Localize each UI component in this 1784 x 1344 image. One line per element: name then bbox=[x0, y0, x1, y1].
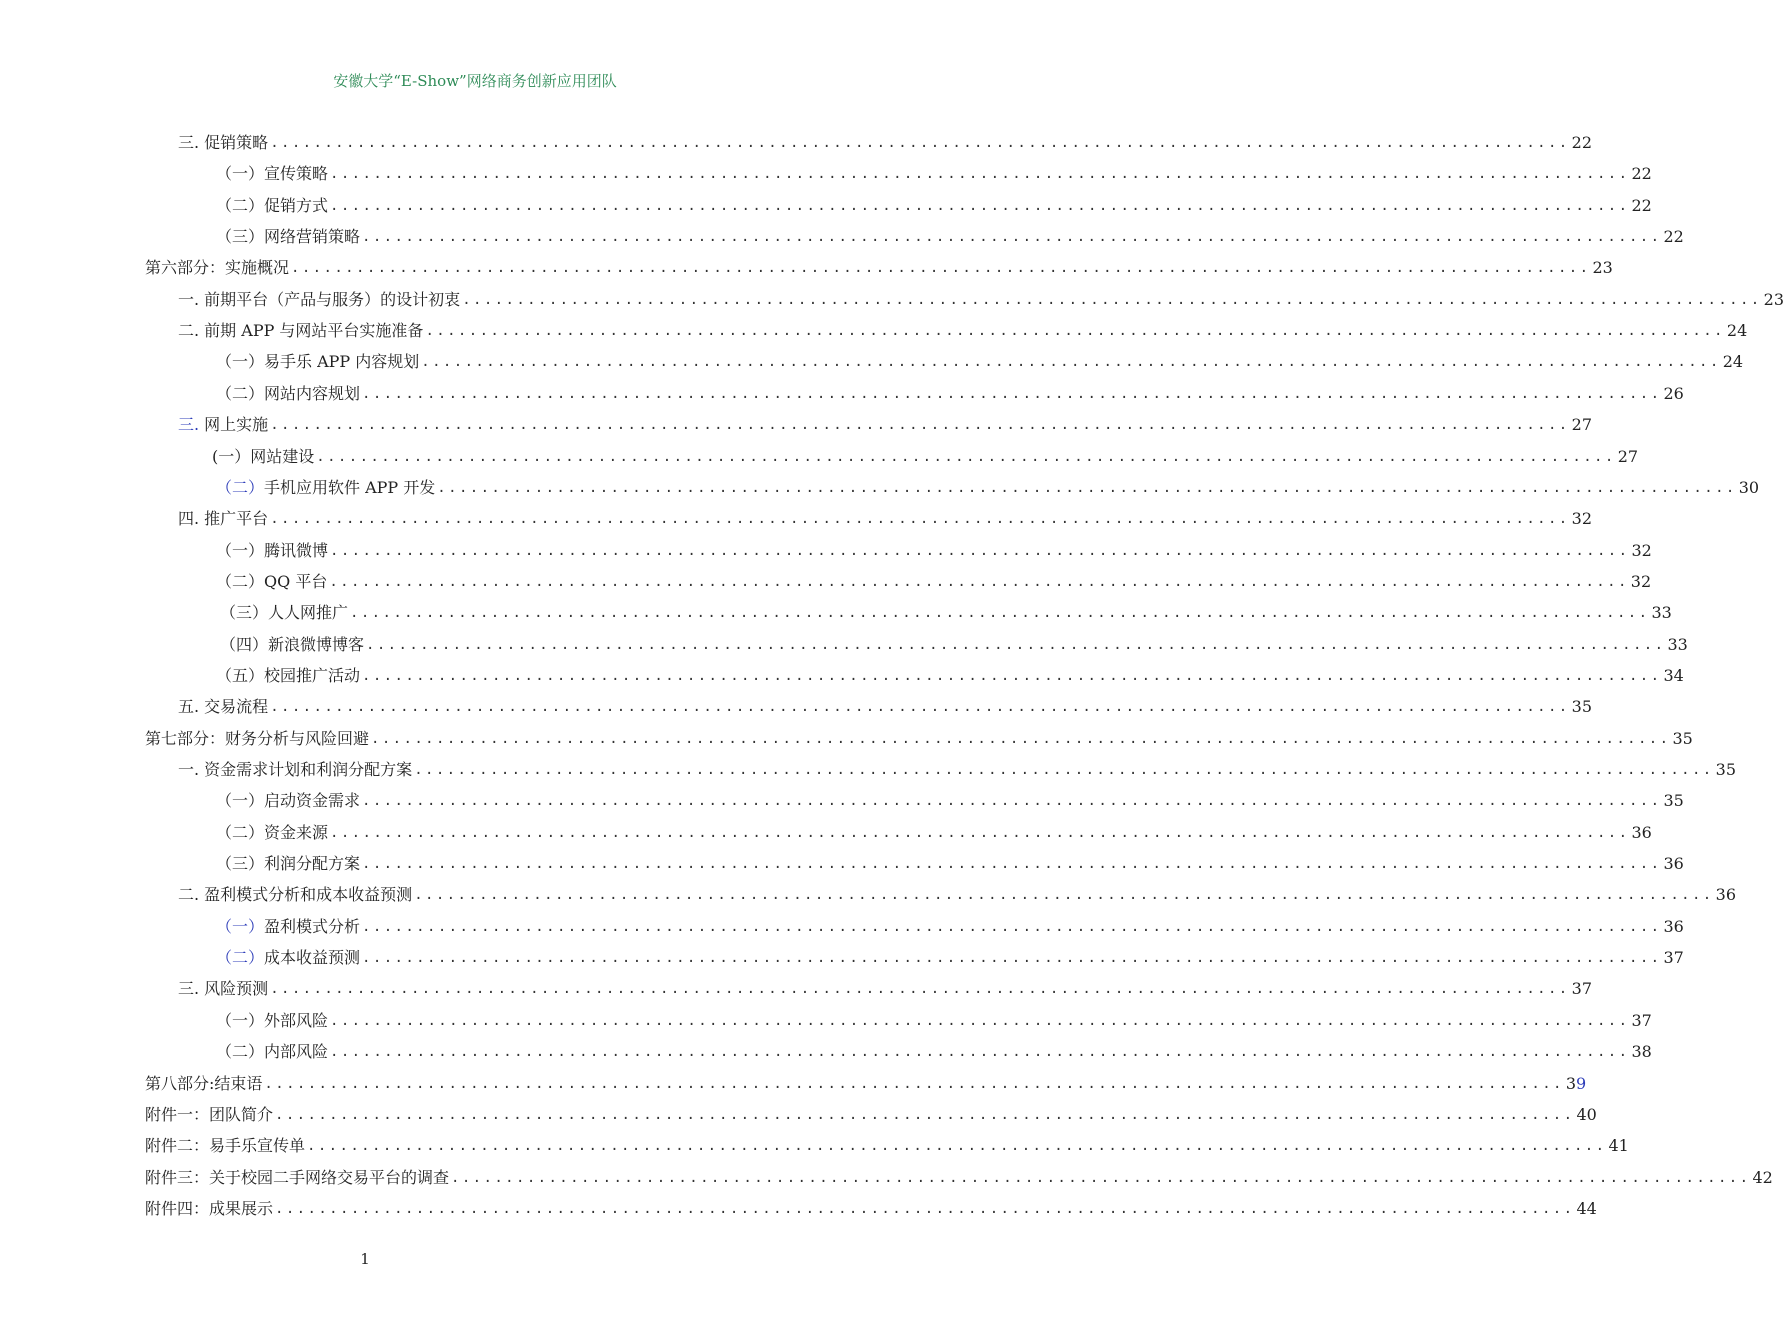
toc-leader-dots: ........................................................................................................................ bbox=[329, 573, 1629, 590]
toc-leader-dots: ........................................................................................................................ bbox=[362, 856, 1662, 873]
toc-leader-dots: ........................................................................................................................ bbox=[437, 479, 1737, 496]
toc-entry-text: 第七部分：财务分析与风险回避 bbox=[145, 728, 370, 748]
toc-entry-prefix: 三. bbox=[178, 415, 200, 435]
toc-entry-page: 32 bbox=[1630, 571, 1652, 591]
toc-entry[interactable] bbox=[178, 124, 1592, 154]
toc-entry[interactable] bbox=[216, 218, 1684, 248]
toc-entry-title bbox=[145, 1104, 273, 1126]
toc-entry[interactable] bbox=[220, 594, 1672, 624]
toc-entry-page: 24 bbox=[1722, 352, 1744, 372]
toc-entry-text: （三）利润分配方案 bbox=[216, 854, 361, 874]
toc-leader-dots: ........................................................................................................................ bbox=[275, 1106, 1575, 1123]
toc-entry[interactable] bbox=[216, 814, 1652, 844]
toc-entry-title bbox=[216, 351, 419, 373]
toc-entry-text: （一）腾讯微博 bbox=[216, 540, 329, 560]
toc-leader-dots: ........................................................................................................................ bbox=[362, 918, 1662, 935]
toc-entry[interactable] bbox=[178, 876, 1736, 906]
toc-entry-page: 35 bbox=[1571, 697, 1592, 717]
toc-leader-dots: ........................................................................................................................ bbox=[362, 950, 1662, 967]
toc-entry-text: （四）新浪微博博客 bbox=[220, 634, 365, 654]
toc-leader-dots: ........................................................................................................................ bbox=[451, 1169, 1751, 1186]
toc-entry-page: 36 bbox=[1715, 885, 1736, 905]
toc-entry-title bbox=[178, 759, 412, 781]
toc-entry-page: 22 bbox=[1571, 133, 1592, 152]
toc-entry[interactable] bbox=[178, 751, 1736, 781]
toc-entry-title bbox=[212, 446, 314, 468]
toc-entry-text: 盈利模式分析 bbox=[264, 916, 361, 936]
toc-entry-text: （二）QQ 平台 bbox=[216, 571, 328, 591]
toc-entry[interactable] bbox=[220, 626, 1688, 656]
toc-entry-page: 27 bbox=[1617, 446, 1639, 466]
toc-entry-title bbox=[178, 132, 268, 154]
toc-entry[interactable] bbox=[145, 1065, 1587, 1095]
toc-entry-text: （一）易手乐 APP 内容规划 bbox=[216, 352, 420, 372]
toc-entry[interactable] bbox=[216, 469, 1760, 499]
toc-entry[interactable] bbox=[178, 688, 1592, 718]
toc-leader-dots: ........................................................................................................................ bbox=[330, 1044, 1630, 1061]
toc-entry-title bbox=[216, 947, 360, 969]
toc-entry-title bbox=[220, 602, 348, 624]
toc-entry-title bbox=[216, 822, 328, 844]
toc-entry-title bbox=[216, 477, 435, 499]
toc-entry-page: 35 bbox=[1715, 760, 1736, 779]
toc-leader-dots: ........................................................................................................................ bbox=[275, 1200, 1575, 1217]
toc-entry-text: 二. 前期 APP 与网站平台实施准备 bbox=[178, 321, 424, 341]
toc-entry-page: 23 bbox=[1592, 258, 1613, 278]
toc-entry-text: 二. 盈利模式分析和成本收益预测 bbox=[178, 885, 413, 905]
toc-entry-title bbox=[216, 853, 360, 875]
toc-entry-text: （一）启动资金需求 bbox=[216, 791, 361, 811]
toc-entry-prefix: （一） bbox=[216, 916, 265, 936]
toc-entry-text: 附件一：团队简介 bbox=[145, 1104, 274, 1124]
toc-leader-dots: ........................................................................................................................ bbox=[362, 229, 1662, 246]
toc-entry-page: 36 bbox=[1631, 822, 1652, 842]
toc-leader-dots: ........................................................................................................................ bbox=[270, 417, 1570, 434]
toc-entry-title bbox=[145, 257, 289, 279]
toc-entry-title bbox=[216, 163, 328, 185]
toc-entry-title bbox=[145, 1073, 262, 1095]
toc-entry-text: 三. 促销策略 bbox=[178, 133, 269, 152]
toc-entry[interactable] bbox=[145, 249, 1613, 279]
toc-entry-title bbox=[145, 1167, 449, 1189]
toc-entry-text: （二）内部风险 bbox=[216, 1042, 329, 1062]
toc-leader-dots: ........................................................................................................................ bbox=[264, 1075, 1564, 1092]
toc-entry[interactable] bbox=[178, 970, 1592, 1000]
toc-entry-title bbox=[178, 320, 423, 342]
toc-entry-text: 一. 前期平台（产品与服务）的设计初衷 bbox=[178, 289, 461, 309]
toc-entry-text: （三）人人网推广 bbox=[220, 603, 349, 623]
toc-entry[interactable] bbox=[178, 500, 1592, 530]
toc-entry-title bbox=[220, 634, 364, 656]
toc-entry-text: （二）网站内容规划 bbox=[216, 383, 361, 403]
toc-entry-title bbox=[178, 696, 268, 718]
toc-entry-page: 41 bbox=[1608, 1136, 1629, 1156]
toc-entry-text: （三）网络营销策略 bbox=[216, 227, 361, 247]
toc-entry[interactable] bbox=[216, 375, 1684, 405]
toc-leader-dots: ........................................................................................................................ bbox=[330, 197, 1630, 214]
toc-entry-title bbox=[178, 289, 460, 311]
toc-entry[interactable] bbox=[178, 406, 1592, 436]
toc-entry-text: （一）外部风险 bbox=[216, 1010, 329, 1030]
toc-entry-title bbox=[178, 884, 412, 906]
toc-entry-page: 30 bbox=[1738, 477, 1760, 497]
toc-entry[interactable] bbox=[145, 720, 1693, 750]
toc-entry[interactable] bbox=[216, 939, 1684, 969]
toc-entry-title bbox=[178, 414, 268, 436]
toc-entry-title bbox=[216, 916, 360, 938]
toc-entry-title bbox=[216, 1041, 328, 1063]
toc-entry-title bbox=[178, 508, 268, 530]
toc-leader-dots: ........................................................................................................................ bbox=[462, 291, 1762, 308]
toc-leader-dots: ........................................................................................................................ bbox=[371, 730, 1671, 747]
toc-entry-page: 32 bbox=[1571, 509, 1592, 529]
toc-entry-page: 37 bbox=[1571, 979, 1592, 999]
toc-leader-dots: ........................................................................................................................ bbox=[307, 1138, 1607, 1155]
toc-entry-text: (一）网站建设 bbox=[212, 446, 315, 466]
toc-entry-page: 34 bbox=[1663, 665, 1684, 685]
toc-entry-page: 37 bbox=[1631, 1010, 1652, 1030]
toc-entry-text: 手机应用软件 APP 开发 bbox=[264, 477, 436, 497]
toc-leader-dots: ........................................................................................................................ bbox=[270, 511, 1570, 528]
toc-entry-title bbox=[216, 226, 360, 248]
toc-entry-page: 33 bbox=[1651, 603, 1672, 623]
toc-entry[interactable] bbox=[145, 1190, 1597, 1220]
toc-entry-text: 四. 推广平台 bbox=[178, 509, 269, 529]
toc-entry[interactable] bbox=[145, 1096, 1597, 1126]
toc-leader-dots: ........................................................................................................................ bbox=[350, 605, 1650, 622]
toc-entry-page: 22 bbox=[1663, 227, 1684, 247]
toc-entry-page: 38 bbox=[1631, 1042, 1652, 1062]
toc-entry-title bbox=[178, 978, 268, 1000]
toc-entry[interactable] bbox=[145, 1127, 1629, 1157]
toc-entry-page: 36 bbox=[1663, 854, 1684, 874]
toc-leader-dots: ........................................................................................................................ bbox=[270, 981, 1570, 998]
toc-entry-text: 一. 资金需求计划和利润分配方案 bbox=[178, 760, 413, 779]
toc-entry[interactable] bbox=[212, 438, 1639, 468]
toc-entry-page: 26 bbox=[1663, 383, 1684, 403]
toc-entry[interactable] bbox=[216, 563, 1652, 593]
toc-entry-title bbox=[216, 195, 328, 217]
toc-entry-page: 35 bbox=[1672, 728, 1693, 748]
toc-entry-page: 39 bbox=[1565, 1073, 1587, 1093]
toc-entry-title bbox=[216, 540, 328, 562]
toc-entry-text: 第六部分：实施概况 bbox=[145, 258, 290, 278]
toc-entry-text: 附件三：关于校园二手网络交易平台的调查 bbox=[145, 1167, 450, 1187]
toc-entry-title bbox=[216, 790, 360, 812]
toc-entry-title bbox=[216, 571, 327, 593]
toc-entry-page: 35 bbox=[1663, 791, 1684, 811]
toc-entry[interactable] bbox=[178, 312, 1748, 342]
toc-entry-text: 附件二：易手乐宣传单 bbox=[145, 1136, 306, 1156]
toc-entry-page: 33 bbox=[1667, 634, 1688, 654]
toc-leader-dots: ........................................................................................................................ bbox=[366, 636, 1666, 653]
toc-leader-dots: ........................................................................................................................ bbox=[330, 1012, 1630, 1029]
toc-entry-title bbox=[145, 728, 369, 750]
toc-leader-dots: ........................................................................................................................ bbox=[330, 824, 1630, 841]
toc-entry-prefix: （二） bbox=[216, 948, 265, 968]
toc-leader-dots: ........................................................................................................................ bbox=[330, 166, 1630, 183]
toc-entry-page: 23 bbox=[1763, 289, 1784, 309]
toc-entry[interactable] bbox=[216, 657, 1684, 687]
toc-entry-title bbox=[216, 1010, 328, 1032]
toc-leader-dots: ........................................................................................................................ bbox=[362, 667, 1662, 684]
toc-entry-page: 22 bbox=[1631, 164, 1652, 184]
toc-entry[interactable] bbox=[216, 845, 1684, 875]
toc-entry-page: 42 bbox=[1752, 1167, 1773, 1187]
toc-entry-page: 24 bbox=[1726, 321, 1748, 341]
toc-entry-title bbox=[216, 665, 360, 687]
toc-entry-text: （二）促销方式 bbox=[216, 195, 329, 215]
toc-entry-text: 附件四：成果展示 bbox=[145, 1198, 274, 1218]
toc-entry-text: （五）校园推广活动 bbox=[216, 665, 361, 685]
toc-entry-text: （一）宣传策略 bbox=[216, 164, 329, 184]
toc-entry[interactable] bbox=[145, 1159, 1773, 1189]
toc-leader-dots: ........................................................................................................................ bbox=[362, 385, 1662, 402]
toc-entry-title bbox=[145, 1198, 273, 1220]
toc-leader-dots: ........................................................................................................................ bbox=[270, 135, 1570, 151]
toc-entry-page: 27 bbox=[1571, 415, 1592, 435]
toc-leader-dots: ........................................................................................................................ bbox=[270, 699, 1570, 716]
toc-entry-text: 三. 风险预测 bbox=[178, 979, 269, 999]
toc-leader-dots: ........................................................................................................................ bbox=[291, 260, 1591, 277]
page-number: 1 bbox=[360, 1250, 370, 1268]
toc-entry-text: 成本收益预测 bbox=[264, 948, 361, 968]
toc-entry-title bbox=[145, 1135, 305, 1157]
toc-entry-text: 第八部分:结束语 bbox=[145, 1073, 263, 1093]
toc-entry-text: 五. 交易流程 bbox=[178, 697, 269, 717]
toc-entry[interactable] bbox=[216, 343, 1744, 373]
toc-entry[interactable] bbox=[216, 532, 1652, 562]
toc-entry[interactable] bbox=[216, 782, 1684, 812]
toc-entry[interactable] bbox=[216, 187, 1652, 217]
toc-entry-text: （二）资金来源 bbox=[216, 822, 329, 842]
toc-entry[interactable] bbox=[216, 155, 1652, 185]
toc-entry[interactable] bbox=[216, 1033, 1652, 1063]
toc-entry-page: 37 bbox=[1663, 948, 1684, 968]
toc-entry-page: 36 bbox=[1663, 916, 1684, 936]
toc-entry-text: 网上实施 bbox=[199, 415, 269, 435]
toc-leader-dots: ........................................................................................................................ bbox=[316, 448, 1616, 465]
toc-entry-page: 22 bbox=[1631, 195, 1652, 215]
toc-entry[interactable] bbox=[216, 908, 1684, 938]
toc-leader-dots: ........................................................................................................................ bbox=[425, 323, 1725, 340]
toc-leader-dots: ........................................................................................................................ bbox=[414, 887, 1714, 904]
toc-leader-dots: ........................................................................................................................ bbox=[421, 354, 1721, 371]
toc-leader-dots: ........................................................................................................................ bbox=[330, 542, 1630, 559]
page-header: 安徽大学“E-Show”网络商务创新应用团队 bbox=[333, 72, 617, 90]
toc-leader-dots: ........................................................................................................................ bbox=[362, 793, 1662, 810]
toc-entry-title bbox=[216, 383, 360, 405]
toc-entry[interactable] bbox=[216, 1002, 1652, 1032]
toc-entry-page: 44 bbox=[1576, 1198, 1597, 1218]
toc-entry-page: 32 bbox=[1631, 540, 1652, 560]
toc-entry[interactable] bbox=[178, 281, 1784, 311]
toc-entry-prefix: （二） bbox=[216, 477, 265, 497]
toc-leader-dots: ........................................................................................................................ bbox=[414, 762, 1714, 778]
toc-entry-page: 40 bbox=[1576, 1104, 1597, 1124]
